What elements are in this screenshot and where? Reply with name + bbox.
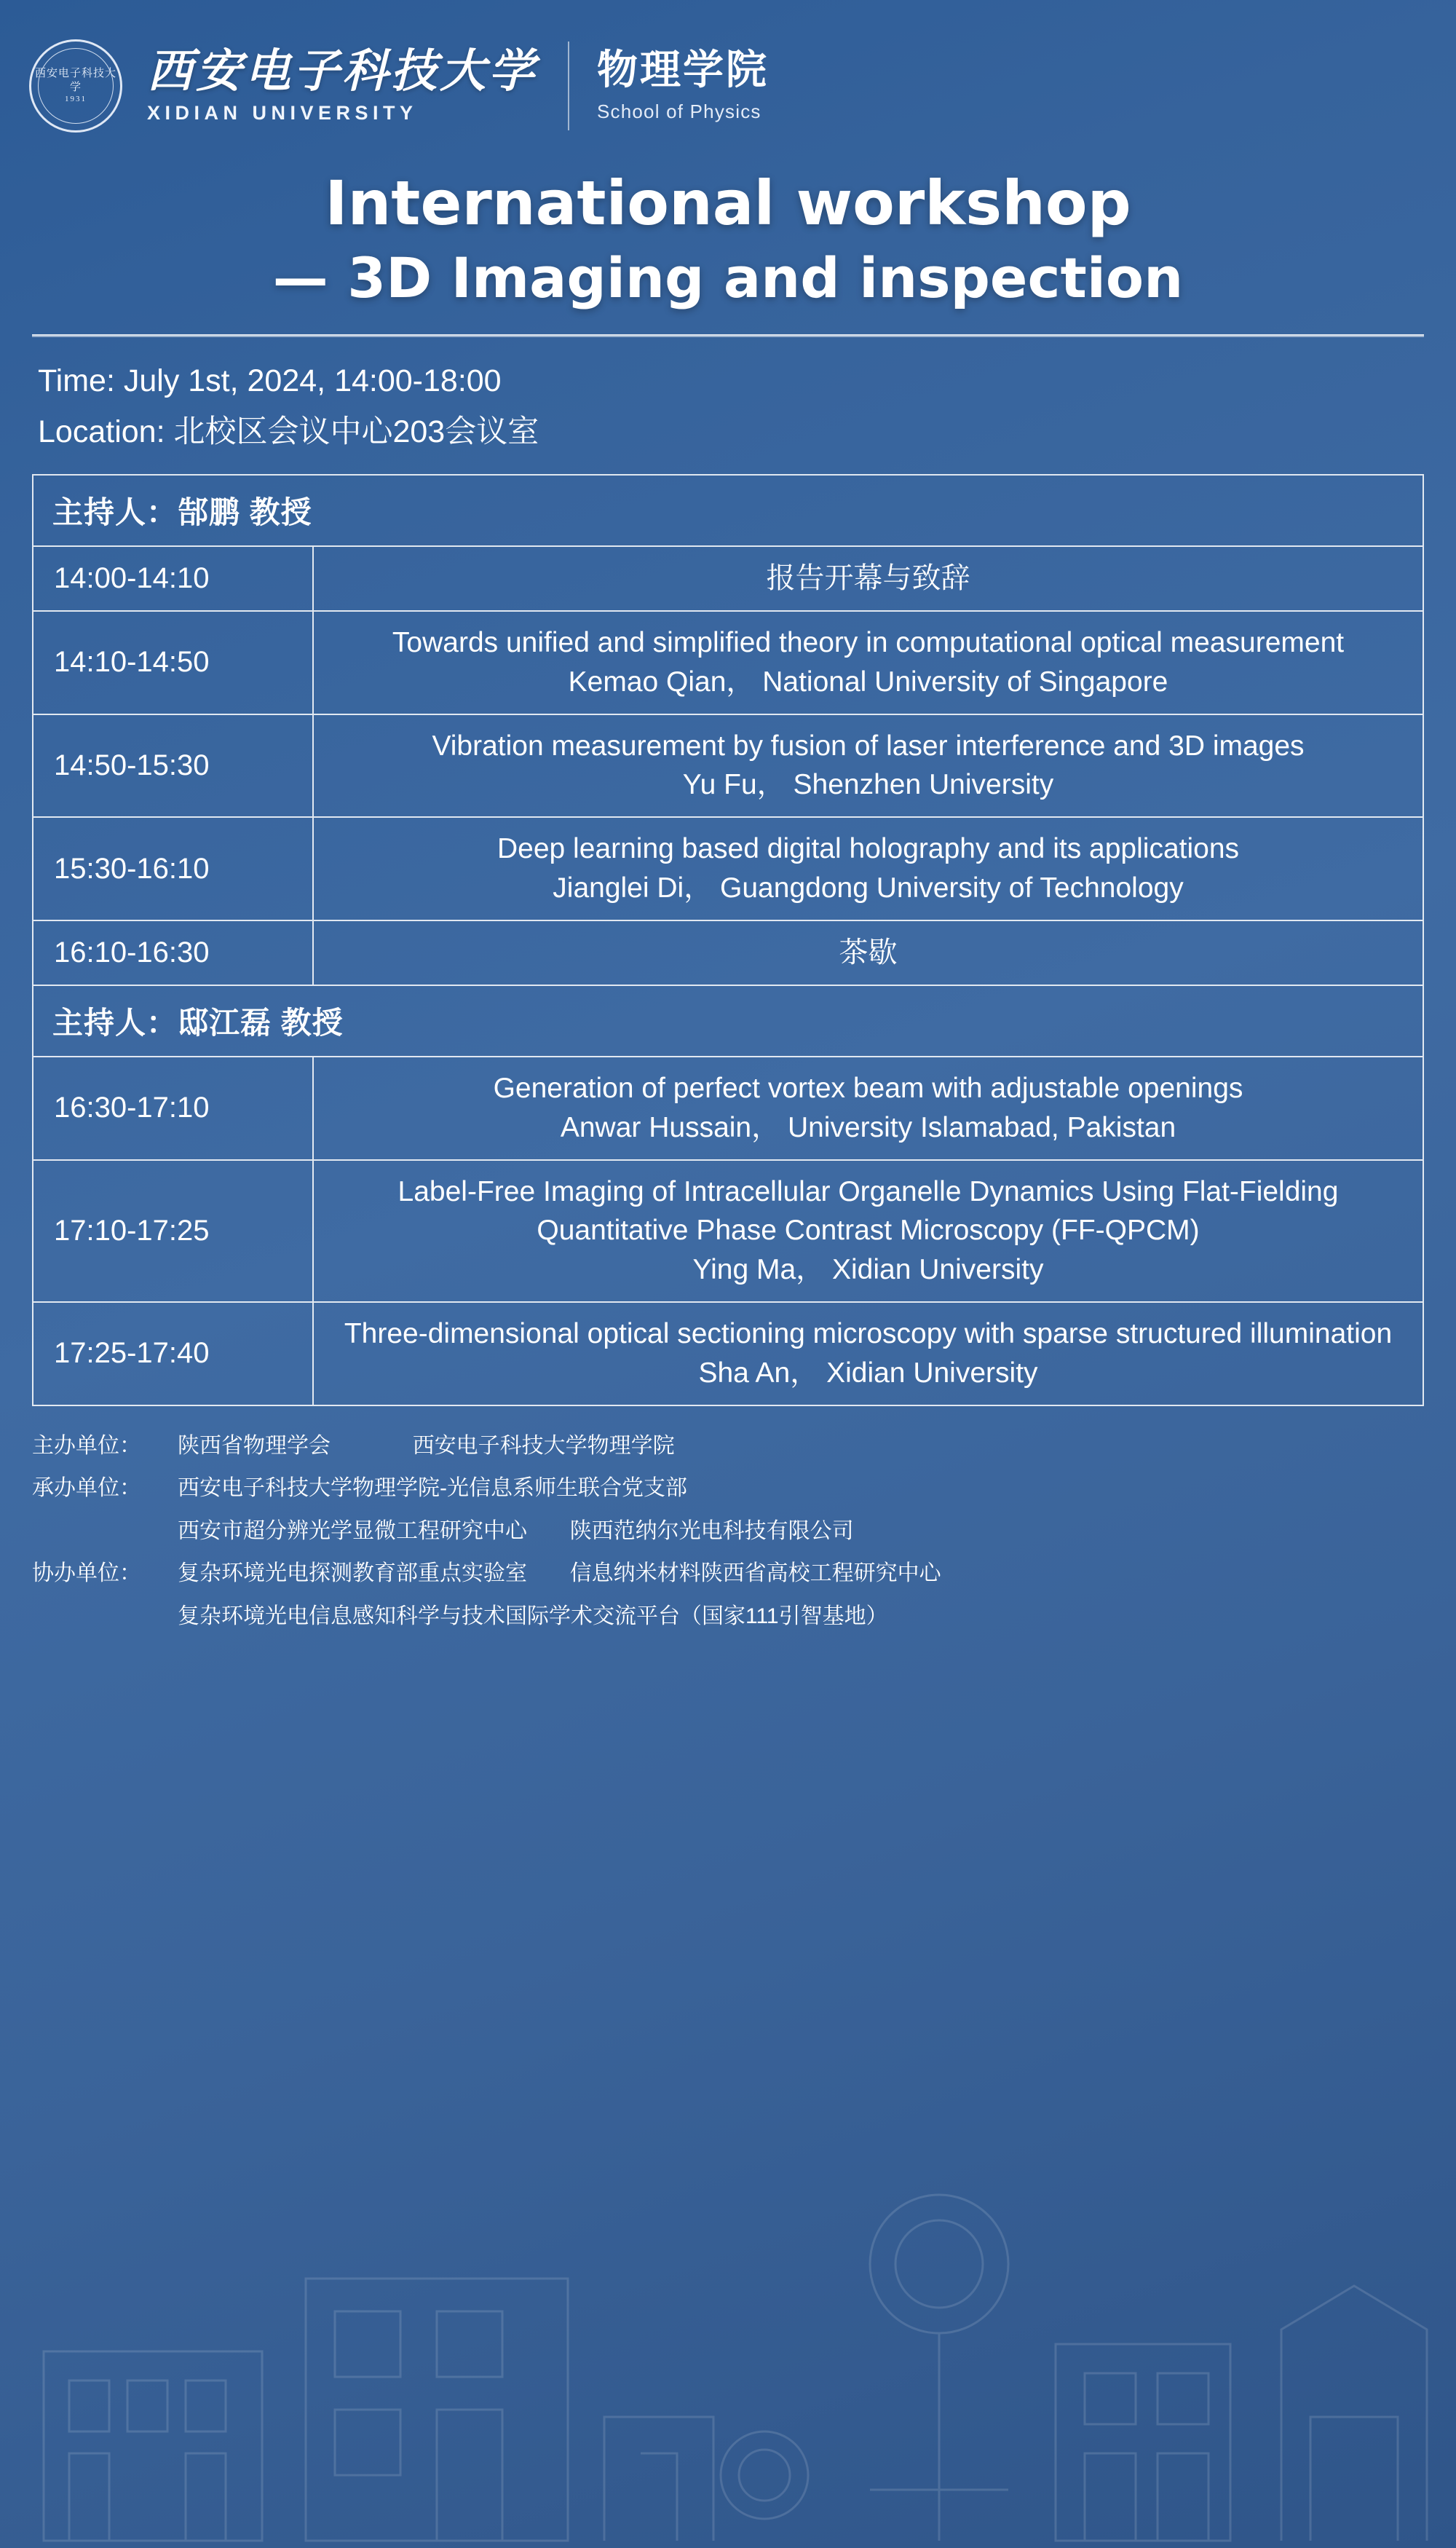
table-row <box>33 1057 1423 1161</box>
topic-speaker: Anwar Hussain， University Islamabad, Pakistan <box>560 1111 1176 1143</box>
university-name-block <box>147 47 537 124</box>
topic-title: Towards unified and simplified theory in computational optical measurement <box>392 626 1345 658</box>
schedule-host-row <box>33 986 1423 1057</box>
organizers-footer <box>32 1425 1424 1638</box>
table-row <box>33 715 1423 819</box>
university-name-en: XIDIAN UNIVERSITY <box>147 101 418 124</box>
title-block <box>0 169 1456 309</box>
cooperator-b: 信息纳米材料陕西省高校工程研究中心 <box>569 1561 941 1586</box>
row-time: 14:50-15:30 <box>33 715 314 817</box>
undertaker-line-2 <box>32 1510 1424 1553</box>
cooperator-label: 协办单位： <box>32 1561 141 1586</box>
table-row <box>33 612 1423 715</box>
table-row <box>33 1303 1423 1405</box>
organizer-line <box>32 1425 1424 1468</box>
table-row <box>33 1161 1423 1303</box>
undertaker-c: 陕西范纳尔光电科技有限公司 <box>569 1518 854 1543</box>
table-row <box>33 818 1423 921</box>
topic-title: Label-Free Imaging of Intracellular Organelle Dynamics Using Flat-Fielding Quantitative Phase Contrast Microscopy (FF-QPCM) <box>397 1175 1339 1247</box>
seal-year: 1931 <box>65 94 87 103</box>
row-topic <box>314 612 1423 714</box>
row-topic <box>314 1303 1423 1405</box>
row-topic <box>314 1057 1423 1159</box>
topic-title: Generation of perfect vortex beam with adjustable openings <box>493 1073 1243 1105</box>
undertaker-b: 西安市超分辨光学显微工程研究中心 <box>178 1518 527 1543</box>
workshop-title: International workshop <box>325 167 1131 239</box>
row-time: 14:10-14:50 <box>33 612 314 714</box>
row-topic <box>314 1161 1423 1301</box>
topic-speaker: Ying Ma， Xidian University <box>692 1254 1044 1286</box>
background-line-art <box>0 2111 1456 2548</box>
host-label: 主持人：郜鹏 教授 <box>52 494 312 529</box>
cooperator-a: 复杂环境光电探测教育部重点实验室 <box>178 1561 527 1586</box>
topic-speaker: Kemao Qian， National University of Singapore <box>568 666 1168 698</box>
table-row <box>33 921 1423 986</box>
undertaker-a: 西安电子科技大学物理学院-光信息系师生联合党支部 <box>178 1476 687 1501</box>
topic-speaker: Sha An， Xidian University <box>698 1357 1038 1389</box>
row-time: 14:00-14:10 <box>33 547 314 610</box>
cooperator-line <box>32 1553 1424 1596</box>
row-time: 17:10-17:25 <box>33 1161 314 1301</box>
topic-title: Vibration measurement by fusion of laser interference and 3D images <box>432 730 1305 762</box>
page-header <box>0 0 1456 153</box>
row-topic <box>314 547 1423 610</box>
header-divider <box>568 42 569 130</box>
topic-title: Three-dimensional optical sectioning microscopy with sparse structured illumination <box>344 1318 1393 1350</box>
event-meta <box>0 337 1456 457</box>
row-time: 17:25-17:40 <box>33 1303 314 1405</box>
host-label: 主持人：邸江磊 教授 <box>52 1006 344 1041</box>
workshop-subtitle: — 3D Imaging and inspection <box>272 245 1184 311</box>
undertaker-label: 承办单位： <box>32 1476 141 1501</box>
organizer-a: 陕西省物理学会 <box>178 1433 331 1458</box>
row-time: 16:30-17:10 <box>33 1057 314 1159</box>
schedule-host-row <box>33 476 1423 547</box>
university-name-cn: 西安电子科技大学 <box>147 46 537 98</box>
cooperator-line-2 <box>32 1596 1424 1638</box>
topic-title: Deep learning based digital holography and its applications <box>496 833 1240 865</box>
school-name-block <box>597 49 769 124</box>
organizer-body <box>178 1425 1424 1468</box>
row-time: 15:30-16:10 <box>33 818 314 920</box>
row-time: 16:10-16:30 <box>33 921 314 985</box>
seal-text: 西安电子科技大学 <box>34 68 116 94</box>
event-time: Time: July 1st, 2024, 14:00-18:00 <box>38 363 502 399</box>
topic-title: 茶歇 <box>839 936 898 969</box>
cooperator-body <box>178 1553 1424 1596</box>
topic-speaker: Jianglei Di， Guangdong University of Technology <box>553 872 1184 904</box>
school-name-en: School of Physics <box>597 100 761 123</box>
cooperator-c: 复杂环境光电信息感知科学与技术国际学术交流平台（国家111引智基地） <box>178 1604 888 1628</box>
topic-speaker: Yu Fu， Shenzhen University <box>682 769 1054 801</box>
event-location: Location: 北校区会议中心203会议室 <box>38 414 539 450</box>
undertaker-line <box>32 1467 1424 1510</box>
organizer-label: 主办单位： <box>32 1433 141 1458</box>
row-topic <box>314 921 1423 985</box>
topic-title: 报告开幕与致辞 <box>766 561 970 594</box>
school-name-cn: 物理学院 <box>597 47 769 93</box>
organizer-b: 西安电子科技大学物理学院 <box>412 1433 675 1458</box>
row-topic <box>314 715 1423 817</box>
schedule-table <box>32 474 1424 1406</box>
university-seal-logo <box>29 39 122 133</box>
table-row <box>33 547 1423 612</box>
row-topic <box>314 818 1423 920</box>
